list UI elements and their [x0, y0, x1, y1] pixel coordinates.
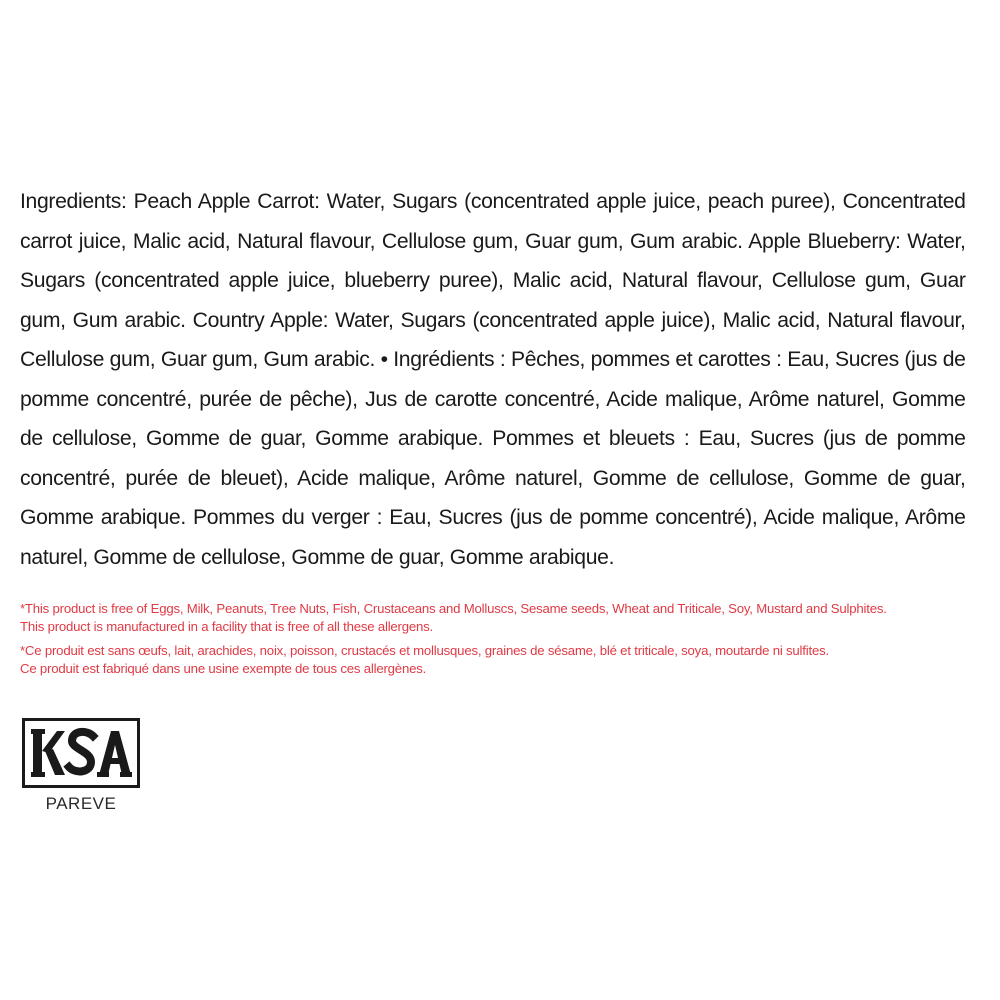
allergen-fr-line-2: Ce produit est fabriqué dans une usine exempte de tous ces allergènes. [20, 661, 427, 676]
allergen-fr-line-1: *Ce produit est sans œufs, lait, arachides, noix, poisson, crustacés et mollusques, graines de sésame, blé et triticale, soya, moutarde ni sulfites. [20, 643, 829, 658]
ksa-logo-icon [29, 725, 133, 781]
allergen-en-line-2: This product is manufactured in a facility that is free of all these allergens. [20, 619, 434, 634]
ksa-kosher-logo [22, 718, 140, 788]
ingredients-paragraph: Ingredients: Peach Apple Carrot: Water, Sugars (concentrated apple juice, peach puree), Concentrated carrot juice, Malic acid, Natural flavour, Cellulose gum, Guar gum, Gum arabic. Apple Blueberry: Water, Sugars (concentrated apple juice, blueberry puree), Malic acid, Natural flavour, Cellulose gum, Guar gum, Gum arabic. Country Apple: Water, Sugars (concentrated apple juice), Malic acid, Natural flavour, Cellulose gum, Guar gum, Gum arabic. • Ingrédients : Pêches, pommes et carottes : Eau, Sucres (jus de pomme concentré, purée de pêche), Jus de carotte concentré, Acide malique, Arôme naturel, Gomme de cellulose, Gomme de guar, Gomme arabique. Pommes et bleuets : Eau, Sucres (jus de pomme concentré, purée de bleuet), Acide malique, Arôme naturel, Gomme de cellulose, Gomme de guar, Gomme arabique. Pommes du verger : Eau, Sucres (jus de pomme concentré), Acide malique, Arôme naturel, Gomme de cellulose, Gomme de guar, Gomme arabique. [20, 189, 966, 569]
allergen-en-line-1: *This product is free of Eggs, Milk, Peanuts, Tree Nuts, Fish, Crustaceans and Molluscs, Sesame seeds, Wheat and Triticale, Soy, Mustard and Sulphites. [20, 601, 887, 616]
pareve-label: PAREVE [45, 794, 117, 813]
allergen-statement [20, 600, 995, 678]
